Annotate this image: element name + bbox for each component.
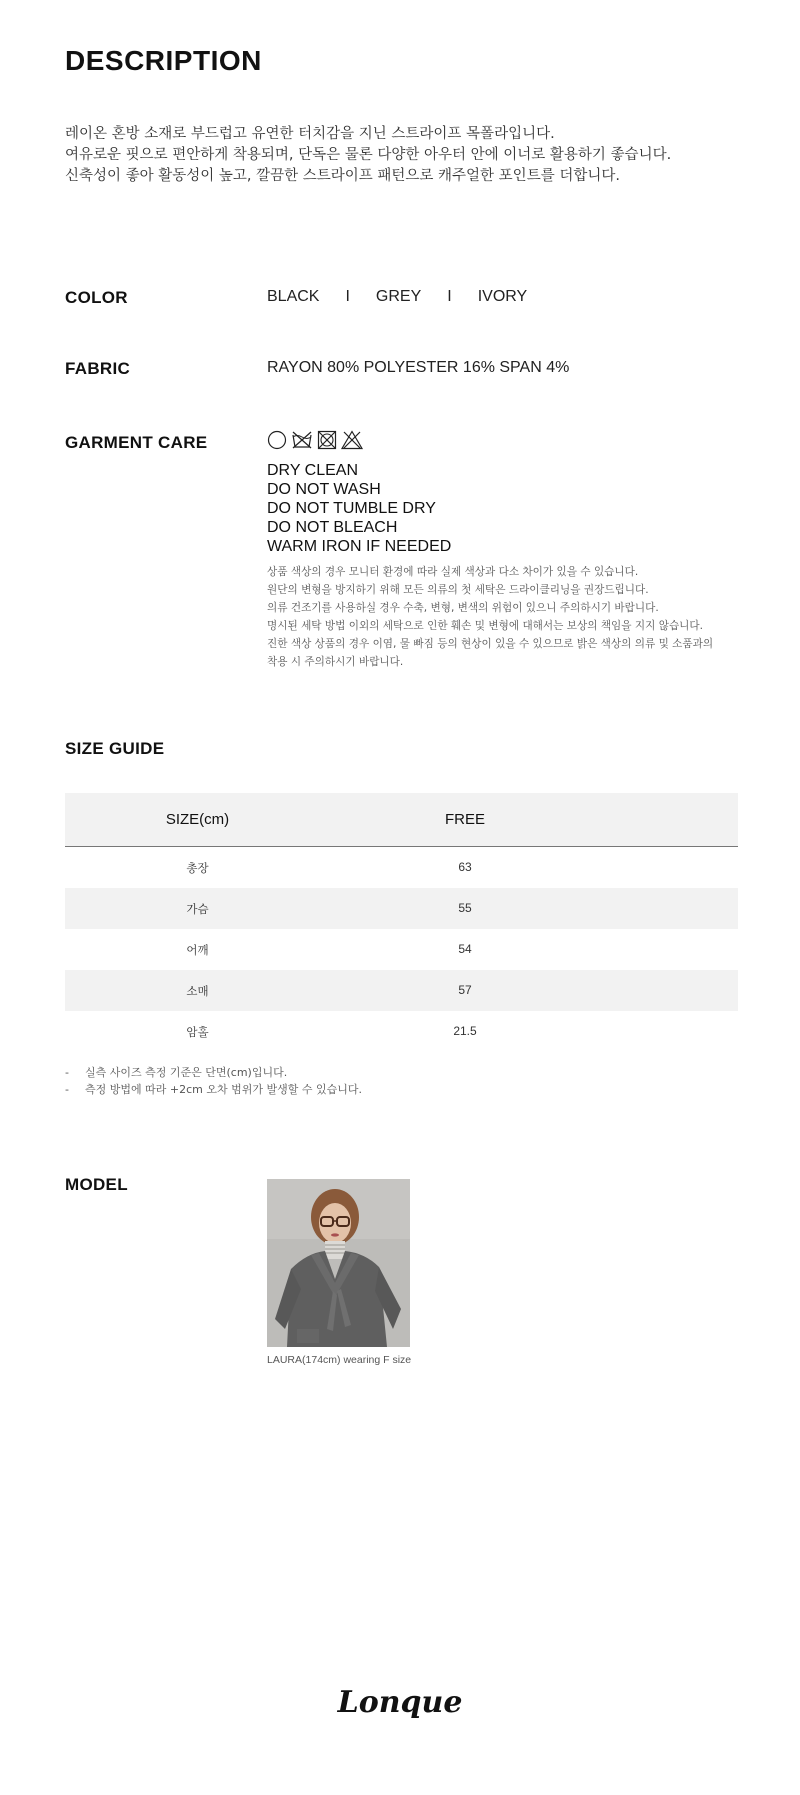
color-option-grey: GREY bbox=[375, 288, 422, 305]
care-note: 의류 건조기를 사용하실 경우 수축, 변형, 변색의 위험이 있으니 주의하시기 바랍니다. bbox=[267, 602, 659, 614]
size-note: - 측정 방법에 따라 +2cm 오차 범위가 발생할 수 있습니다. bbox=[65, 1083, 362, 1096]
model-photo bbox=[267, 1179, 410, 1347]
size-notes bbox=[65, 1064, 362, 1098]
color-separator: I bbox=[345, 288, 350, 305]
description-text bbox=[65, 124, 671, 187]
size-value: 21.5 bbox=[453, 1024, 477, 1038]
do-not-bleach-icon bbox=[341, 430, 363, 450]
size-value: 55 bbox=[458, 901, 472, 915]
care-note: 진한 색상 상품의 경우 이염, 물 빠짐 등의 현상이 있을 수 있으므로 밝은 색상의 의류 및 소품과의 bbox=[267, 638, 714, 650]
size-header-cell: FREE bbox=[444, 811, 485, 828]
care-instruction: DO NOT TUMBLE DRY bbox=[267, 500, 436, 517]
table-row bbox=[65, 929, 738, 970]
description-line: 레이온 혼방 소재로 부드럽고 유연한 터치감을 지닌 스트라이프 목폴라입니다. bbox=[65, 126, 555, 142]
description-line: 여유로운 핏으로 편안하게 착용되며, 단독은 물론 다양한 아우터 안에 이너로 활용하기 좋습니다. bbox=[65, 147, 672, 163]
table-row bbox=[65, 970, 738, 1011]
do-not-wash-icon bbox=[291, 430, 313, 450]
size-guide-label: SIZE GUIDE bbox=[65, 739, 165, 758]
fabric-label: FABRIC bbox=[65, 359, 131, 378]
dry-clean-icon bbox=[267, 430, 287, 450]
size-table-header bbox=[65, 793, 738, 847]
size-value: 54 bbox=[458, 942, 472, 956]
model-caption: LAURA(174cm) wearing F size bbox=[267, 1354, 412, 1366]
care-instruction: WARM IRON IF NEEDED bbox=[267, 538, 452, 555]
size-measure: 가슴 bbox=[186, 902, 209, 916]
table-row bbox=[65, 1011, 738, 1052]
table-row bbox=[65, 888, 738, 929]
color-label: COLOR bbox=[65, 288, 128, 307]
care-instruction: DO NOT BLEACH bbox=[267, 519, 398, 536]
color-option-ivory: IVORY bbox=[477, 288, 528, 305]
size-measure: 총장 bbox=[186, 861, 209, 875]
brand-logo bbox=[0, 1680, 800, 1728]
size-measure: 암홀 bbox=[186, 1025, 209, 1039]
size-value: 63 bbox=[458, 860, 472, 874]
size-note: - 실측 사이즈 측정 기준은 단면(cm)입니다. bbox=[65, 1066, 288, 1079]
color-options bbox=[267, 288, 527, 306]
care-note: 원단의 변형을 방지하기 위해 모든 의류의 첫 세탁은 드라이클리닝을 권장드립니다. bbox=[267, 584, 649, 596]
do-not-tumble-dry-icon bbox=[317, 430, 337, 450]
size-measure: 소매 bbox=[186, 984, 209, 998]
fabric-value: RAYON 80% POLYESTER 16% SPAN 4% bbox=[267, 359, 570, 376]
care-instruction: DRY CLEAN bbox=[267, 462, 358, 479]
brand-logo-mark bbox=[337, 1680, 463, 1724]
care-instruction: DO NOT WASH bbox=[267, 481, 381, 498]
description-line: 신축성이 좋아 활동성이 높고, 깔끔한 스트라이프 패턴으로 캐주얼한 포인트를 더합니다. bbox=[65, 168, 620, 184]
garment-care-label: GARMENT CARE bbox=[65, 433, 208, 452]
size-header-cell: SIZE(cm) bbox=[165, 811, 230, 828]
care-instructions bbox=[267, 461, 451, 556]
description-title: DESCRIPTION bbox=[65, 45, 262, 76]
color-option-black: BLACK bbox=[267, 288, 320, 305]
care-note: 상품 색상의 경우 모니터 환경에 따라 실제 색상과 다소 차이가 있을 수 있습니다. bbox=[267, 566, 639, 578]
size-value: 57 bbox=[458, 983, 472, 997]
care-note: 명시된 세탁 방법 이외의 세탁으로 인한 훼손 및 변형에 대해서는 보상의 책임을 지지 않습니다. bbox=[267, 620, 704, 632]
care-note: 착용 시 주의하시기 바랍니다. bbox=[267, 656, 404, 668]
svg-text:Lonque: Lonque bbox=[337, 1685, 463, 1720]
table-row bbox=[65, 847, 738, 888]
color-separator: I bbox=[447, 288, 452, 305]
care-icons bbox=[267, 430, 363, 450]
size-measure: 어깨 bbox=[186, 943, 209, 957]
care-notes bbox=[267, 563, 713, 671]
size-table bbox=[65, 793, 738, 1052]
model-label: MODEL bbox=[65, 1175, 128, 1194]
